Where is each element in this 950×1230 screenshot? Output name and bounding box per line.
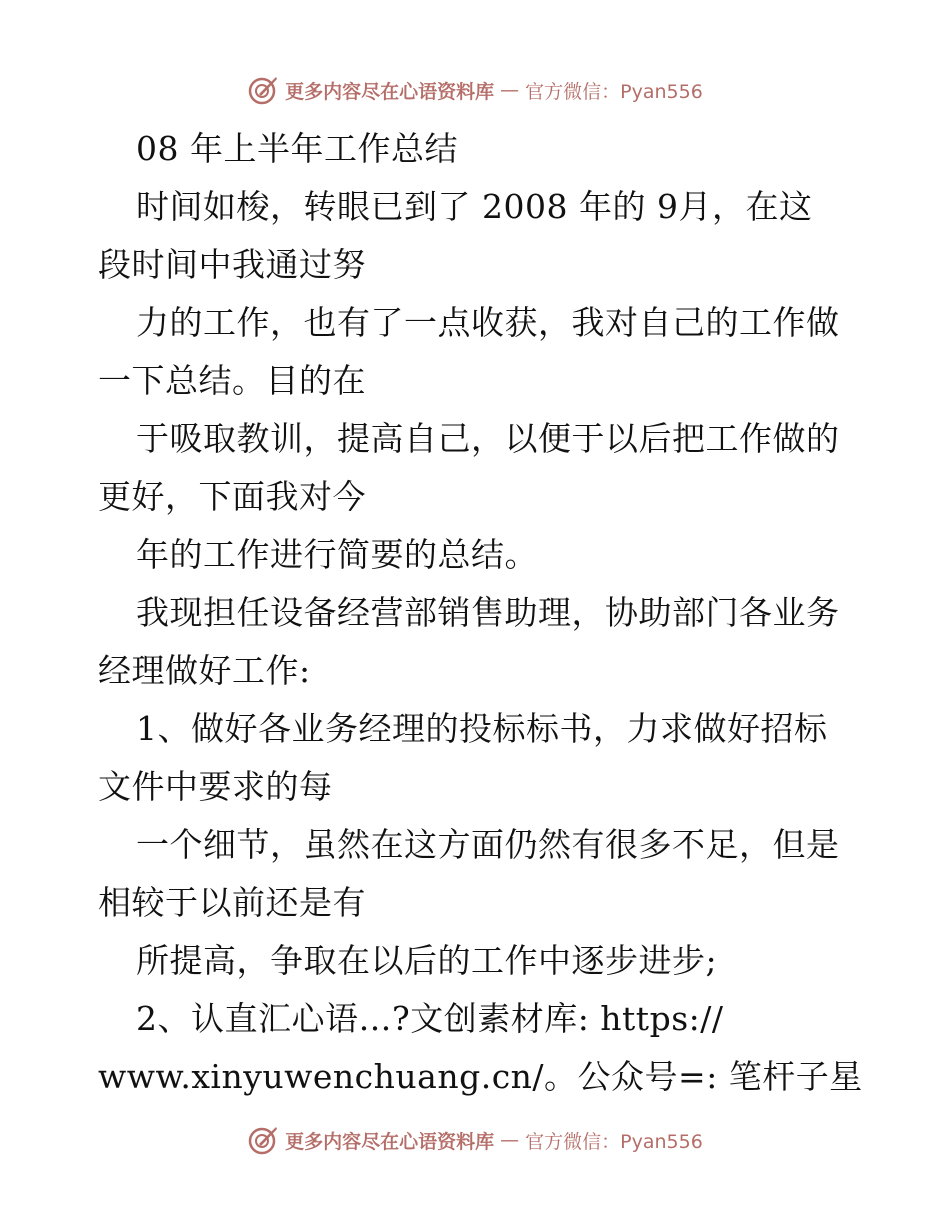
paragraph-line: 经理做好工作: (98, 651, 311, 690)
paragraph-line: 年的工作进行简要的总结。 (136, 535, 538, 574)
paragraph-line: 一下总结。目的在 (98, 361, 366, 400)
banner-main-text: 更多内容尽在心语资料库 (285, 1130, 495, 1153)
banner-separator: — (500, 1129, 520, 1151)
list-item-line: 相较于以前还是有 (98, 883, 366, 922)
paragraph-line: 段时间中我通过努 (98, 245, 366, 284)
list-item-line: 1、做好各业务经理的投标标书，力求做好招标 (136, 709, 828, 748)
quill-seal-icon (247, 74, 279, 106)
paragraph-line: 更好，下面我对今 (98, 477, 366, 516)
paragraph-line: 时间如梭，转眼已到了 2008 年的 9月，在这 (136, 187, 813, 226)
paragraph-line: 力的工作，也有了一点收获，我对自己的工作做 (136, 303, 840, 342)
footer-banner (0, 1120, 950, 1160)
document-title: 08 年上半年工作总结 (136, 129, 458, 168)
list-item-line: 所提高，争取在以后的工作中逐步进步; (136, 941, 718, 980)
paragraph-line: 于吸取教训，提高自己，以便于以后把工作做的 (136, 419, 840, 458)
list-item-line: 文件中要求的每 (98, 767, 333, 806)
list-item-line: 一个细节，虽然在这方面仍然有很多不足，但是 (136, 825, 840, 864)
header-banner (0, 70, 950, 110)
list-item-line: 2、认直汇心语…?文创素材库: https:// (136, 999, 724, 1038)
banner-separator: — (500, 79, 520, 101)
banner-main-text: 更多内容尽在心语资料库 (285, 80, 495, 103)
quill-seal-icon (247, 1124, 279, 1156)
banner-contact-text: 官方微信：Pyan556 (525, 80, 703, 103)
document-body (98, 120, 878, 1106)
banner-contact-text: 官方微信：Pyan556 (525, 1130, 703, 1153)
list-item-line: www.xinyuwenchuang.cn/。公众号=: 笔杆子星 (98, 1057, 863, 1096)
paragraph-line: 我现担任设备经营部销售助理，协助部门各业务 (136, 593, 840, 632)
